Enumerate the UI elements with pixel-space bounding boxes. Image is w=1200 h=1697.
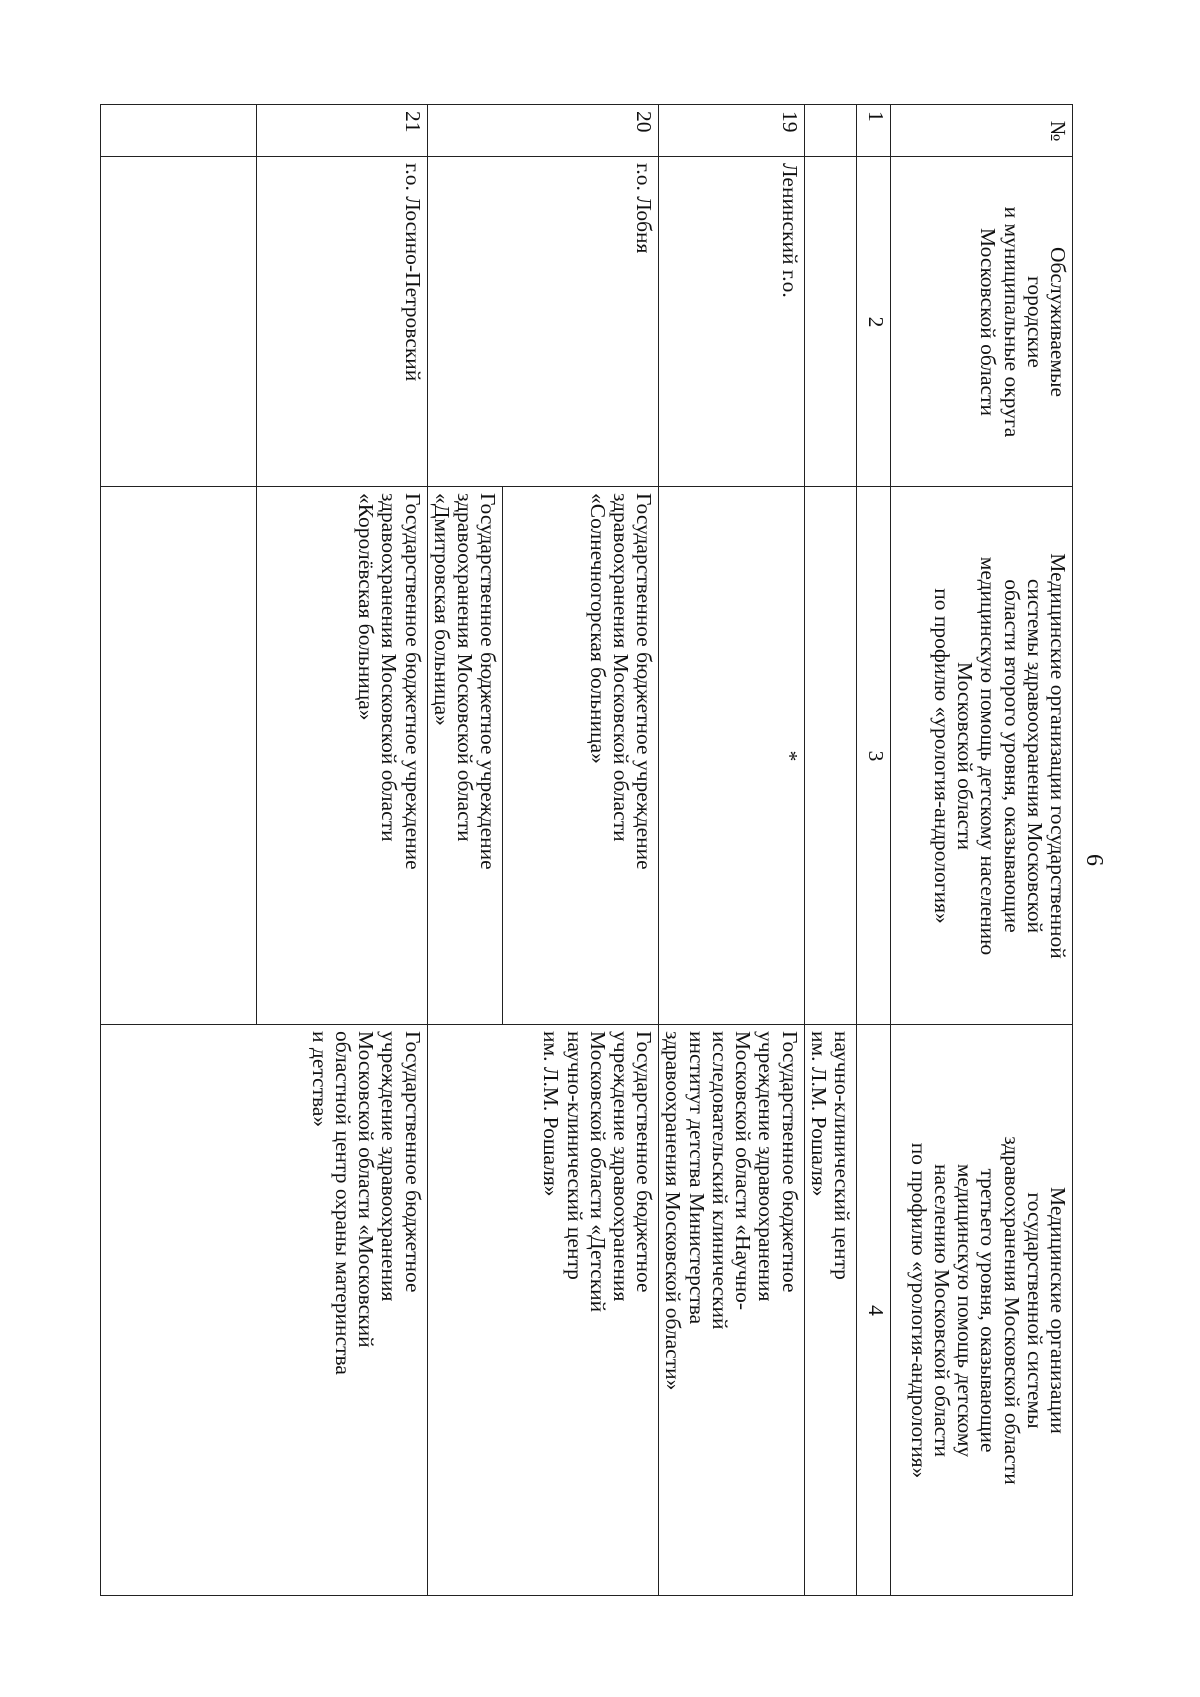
row-20-number: 20 [427, 105, 659, 157]
row-20-district: г.о. Лобня [427, 157, 659, 487]
column-index-4: 4 [857, 1025, 891, 1596]
row-20-second-level-b: Государственное бюджетное учреждение здравоохранения Московской области «Дмитровская больница» [427, 487, 503, 1025]
organizations-table [100, 104, 1073, 1596]
row-21-continued-num-cell [100, 105, 256, 157]
column-index-1: 1 [857, 105, 891, 157]
column-index-2: 2 [857, 157, 891, 487]
row-21-second-level: Государственное бюджетное учреждение здравоохранения Московской области «Королёвская больница» [256, 487, 427, 1025]
column-index-3: 3 [857, 487, 891, 1025]
row-21-continued-second-cell [100, 487, 256, 1025]
header-third-level: Медицинские организации государственной системы здравоохранения Московской области третьего уровня, оказывающие медицинскую помощь детскому населению Московской области по профилю «урология-андрология» [891, 1025, 1073, 1596]
continuation-second-cell [804, 487, 856, 1025]
table-container [117, 104, 1073, 1595]
row-21-number: 21 [256, 105, 427, 157]
continuation-num-cell [804, 105, 856, 157]
row-19-number: 19 [659, 105, 804, 157]
table-row-20 [503, 105, 659, 1596]
header-second-level: Медицинские организации государственной системы здравоохранения Московской области второго уровня, оказывающие медицинскую помощь детскому населению Московской области по профилю «урология-андрология» [891, 487, 1073, 1025]
row-20-second-level-a: Государственное бюджетное учреждение здравоохранения Московской области «Солнечногорская больница» [503, 487, 659, 1025]
row-19-third-level: Государственное бюджетное учреждение здравоохранения Московской области «Научно- исследовательский клинический институт детства Министерства здравоохранения Московской области» [659, 1025, 804, 1596]
header-districts: Обслуживаемые городские и муниципальные округа Московской области [891, 157, 1073, 487]
table-row-21 [256, 105, 427, 1596]
table-header-row [891, 105, 1073, 1596]
row-21-continued-district-cell [100, 157, 256, 487]
row-21-third-level: Государственное бюджетное учреждение здравоохранения Московской области «Московский областной центр охраны материнства и детства» [100, 1025, 427, 1596]
row-19-district: Ленинский г.о. [659, 157, 804, 487]
column-index-row [857, 105, 891, 1596]
row-19-second-level: * [659, 487, 804, 1025]
row-21-district: г.о. Лосино-Петровский [256, 157, 427, 487]
rotated-page-content [117, 104, 1073, 1595]
table-row-continuation [804, 105, 856, 1596]
continuation-district-cell [804, 157, 856, 487]
page-number: 6 [1081, 854, 1107, 866]
header-number: № [891, 105, 1073, 157]
row-20-third-level: Государственное бюджетное учреждение здравоохранения Московской области «Детский научно-клинический центр им. Л.М. Рошаля» [427, 1025, 659, 1596]
continuation-third-level-text: научно-клинический центр им. Л.М. Рошаля» [804, 1025, 856, 1596]
